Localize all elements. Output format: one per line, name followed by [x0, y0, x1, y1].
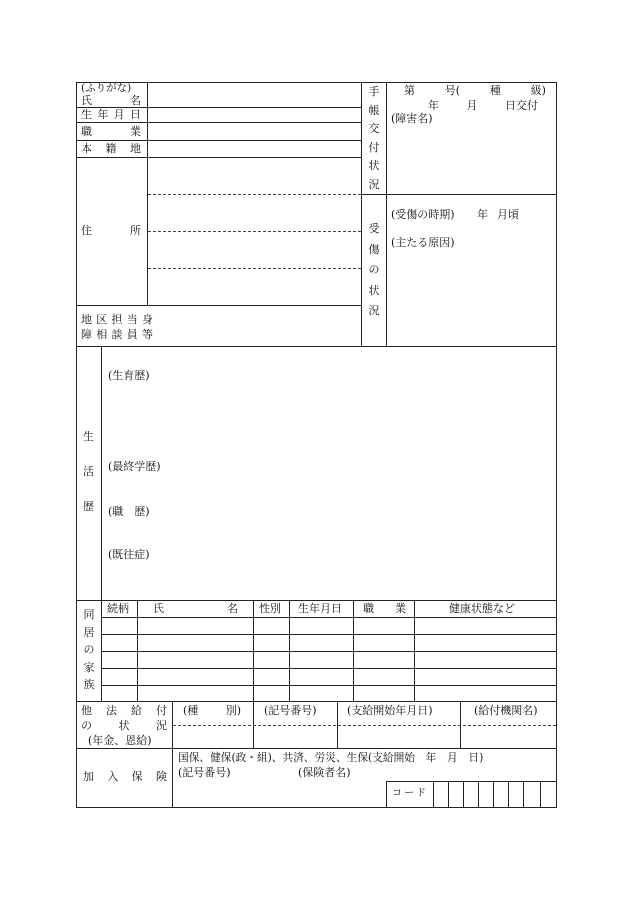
family-header-name-2: 名	[227, 602, 238, 615]
code-box-top	[386, 781, 557, 782]
injury-period-year: 年	[477, 208, 488, 221]
code-div-5	[508, 781, 509, 807]
injury-period-month: 月頃	[497, 208, 519, 221]
family-row-1	[101, 617, 557, 618]
row-after-domicile	[76, 157, 361, 158]
birth-label: 生 年 月 日	[81, 108, 141, 121]
family-header-job-2: 業	[395, 602, 406, 615]
family-row-2	[101, 634, 557, 635]
history-label-1: 生	[83, 430, 94, 443]
family-row-3	[101, 651, 557, 652]
benefits-number: (記号番号)	[264, 704, 317, 717]
furigana-label: (ふりがな)	[81, 82, 132, 94]
top-col-mid-right	[386, 82, 387, 346]
top-col-mid-left	[361, 82, 362, 346]
notebook-line1: 第 号( 種 級)	[404, 84, 546, 97]
benefits-label-line2: の 状 況	[81, 719, 167, 732]
address-dash-3	[148, 268, 361, 269]
row-after-family	[76, 701, 557, 702]
frame-left	[76, 82, 77, 808]
history-label-divider	[101, 346, 102, 600]
family-header-job-1: 職	[363, 602, 374, 615]
family-row-5	[101, 685, 557, 686]
family-header-sex: 性別	[259, 602, 281, 615]
address-dash-2	[148, 231, 361, 232]
notebook-line2: 年 月 日交付	[428, 99, 538, 112]
benefits-dash	[173, 725, 556, 726]
family-header-birth: 生年月日	[298, 602, 342, 615]
address-label: 住 所	[81, 224, 141, 237]
code-div-3	[478, 781, 479, 807]
row-after-occupation	[76, 140, 361, 141]
row-after-benefits	[76, 748, 557, 749]
row-after-birth	[76, 122, 361, 123]
benefits-label-line3: (年金、恩給)	[88, 734, 152, 747]
history-label-3: 歴	[83, 500, 94, 513]
code-box-left	[386, 781, 387, 807]
name-label: 氏 名	[81, 94, 141, 107]
family-header-health: 健康状態など	[449, 602, 515, 615]
code-label: コ ー ド	[392, 788, 426, 799]
code-div-2	[463, 781, 464, 807]
row-after-top	[76, 346, 557, 347]
injury-period-label: (受傷の時期)	[391, 208, 455, 221]
domicile-label: 本 籍 地	[81, 142, 141, 155]
family-header-relation: 続柄	[107, 602, 129, 615]
insurance-options: 国保、健保(政・組)、共済、労災、生保(支給開始 年 月 日)	[178, 751, 484, 764]
code-div-7	[540, 781, 541, 807]
benefits-label-divider	[172, 701, 173, 807]
benefits-start: (支給開始年月日)	[347, 704, 433, 717]
injury-label: 受傷の状況	[368, 222, 380, 317]
row-after-history	[76, 600, 557, 601]
row-after-notebook	[361, 194, 557, 195]
counselor-label-line1: 地 区 担 当 身	[81, 313, 153, 326]
medical-history-label: (既往症)	[108, 548, 150, 561]
education-label: (最終学歴)	[108, 460, 161, 473]
history-label-2: 活	[83, 465, 94, 478]
disability-name-label: (障害名)	[391, 112, 433, 125]
insurer-name-label: (保険者名)	[298, 766, 351, 779]
benefits-type: (種 別)	[183, 704, 241, 717]
occupation-label: 職 業	[81, 125, 141, 138]
notebook-label: 手帳交付状況	[368, 85, 380, 191]
insurance-label: 加 入 保 険	[83, 770, 167, 783]
frame-bottom	[76, 807, 557, 808]
insurance-number-label: (記号番号)	[178, 766, 231, 779]
benefits-label-line1: 他 法 給 付	[81, 704, 167, 717]
benefits-agency: (給付機関名)	[474, 704, 538, 717]
address-dash-1	[148, 194, 361, 195]
upbringing-label: (生育歴)	[108, 369, 150, 382]
row-after-address	[76, 305, 361, 306]
code-div-0	[433, 781, 434, 807]
code-div-4	[493, 781, 494, 807]
frame-right	[556, 82, 557, 808]
code-div-6	[523, 781, 524, 807]
injury-cause-label: (主たる原因)	[391, 236, 455, 249]
code-div-1	[448, 781, 449, 807]
family-label: 同居の家族	[83, 608, 95, 691]
work-history-label: (職 歴)	[108, 505, 150, 518]
family-row-4	[101, 668, 557, 669]
frame-top	[76, 82, 557, 83]
counselor-label-line2: 障 相 談 員 等	[81, 328, 153, 341]
family-header-name-1: 氏	[153, 602, 164, 615]
